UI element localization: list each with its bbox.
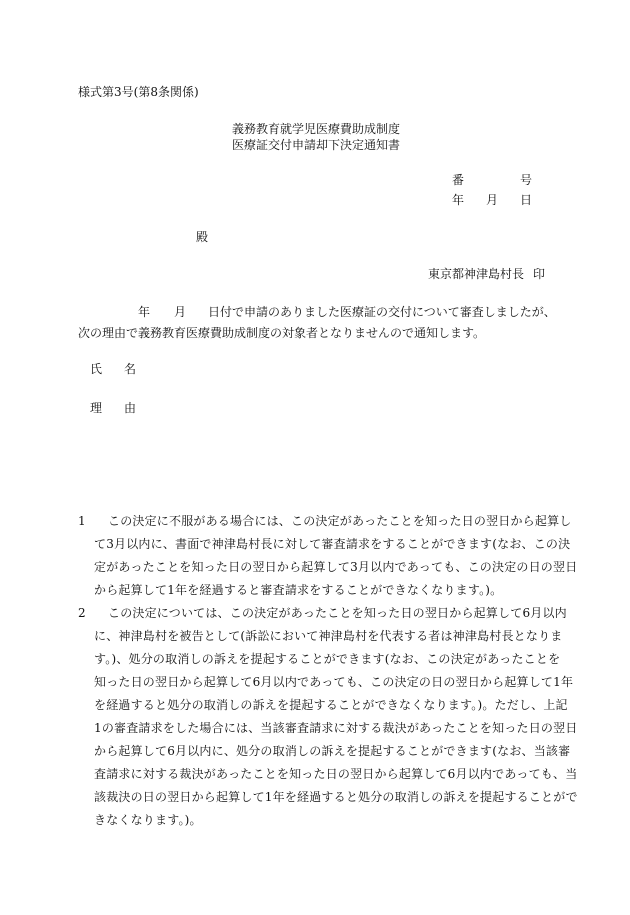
note-line: を経過すると処分の取消しの訴えを提起することができなくなります。)。ただし、上記 [94, 698, 568, 712]
date-day: 日 [520, 193, 533, 207]
note-number: 2 [78, 606, 86, 620]
note-line: す。)、処分の取消しの訴えを提起することができます(なお、この決定があったことを [94, 652, 561, 666]
body-date-month: 月 [174, 305, 187, 319]
number-suffix: 号 [520, 173, 533, 187]
title-line-1: 義務教育就学児医療費助成制度 [232, 122, 401, 136]
note-line: この決定に不服がある場合には、この決定があったことを知った日の翌日から起算し [108, 514, 572, 528]
addressee-suffix: 殿 [196, 230, 209, 244]
note-line: 知った日の翌日から起算して6月以内であっても、この決定の日の翌日から起算して1年 [94, 675, 574, 689]
date-year: 年 [452, 193, 465, 207]
number-label: 番 [452, 173, 465, 187]
note-line: きなくなります。)。 [94, 813, 202, 827]
note-line: 査請求に対する裁決があったことを知った日の翌日から起算して6月以内であっても、当 [94, 767, 578, 781]
title-line-2: 医療証交付申請却下決定通知書 [232, 138, 401, 152]
note-line: この決定については、この決定があったことを知った日の翌日から起算して6月以内 [108, 606, 567, 620]
seal-mark: 印 [533, 267, 546, 281]
note-line: て3月以内に、書面で神津島村長に対して審査請求をすることができます(なお、この決 [94, 537, 571, 551]
note-line: 該裁決の日の翌日から起算して1年を経過すると処分の取消しの訴えを提起することがで [94, 790, 578, 804]
body-line-2: 次の理由で義務教育医療費助成制度の対象者となりませんので通知します。 [78, 326, 486, 340]
note-number: 1 [78, 514, 86, 528]
form-id: 様式第3号(第8条関係) [78, 85, 199, 99]
issuer-name: 東京都神津島村長 [428, 267, 525, 281]
note-line: 定があったことを知った日の翌日から起算して3月以内であっても、この決定の日の翌日 [94, 560, 578, 574]
note-line: に、神津島村を被告として(訴訟において神津島村を代表する者は神津島村長となりま [94, 629, 563, 643]
note-line: から起算して1年を経過すると審査請求をすることができなくなります。)。 [94, 583, 503, 597]
date-month: 月 [486, 193, 499, 207]
body-date-year: 年 [138, 305, 151, 319]
note-line: から起算して6月以内に、処分の取消しの訴えを提起することができます(なお、当該審 [94, 744, 571, 758]
appeal-note-2 [78, 602, 578, 832]
body-line-1: 日付で申請のありました医療証の交付について審査しましたが、 [208, 305, 556, 319]
appeal-note-1 [78, 510, 578, 602]
note-line: 1の審査請求をした場合には、当該審査請求に対する裁決があったことを知った日の翌日 [94, 721, 578, 735]
